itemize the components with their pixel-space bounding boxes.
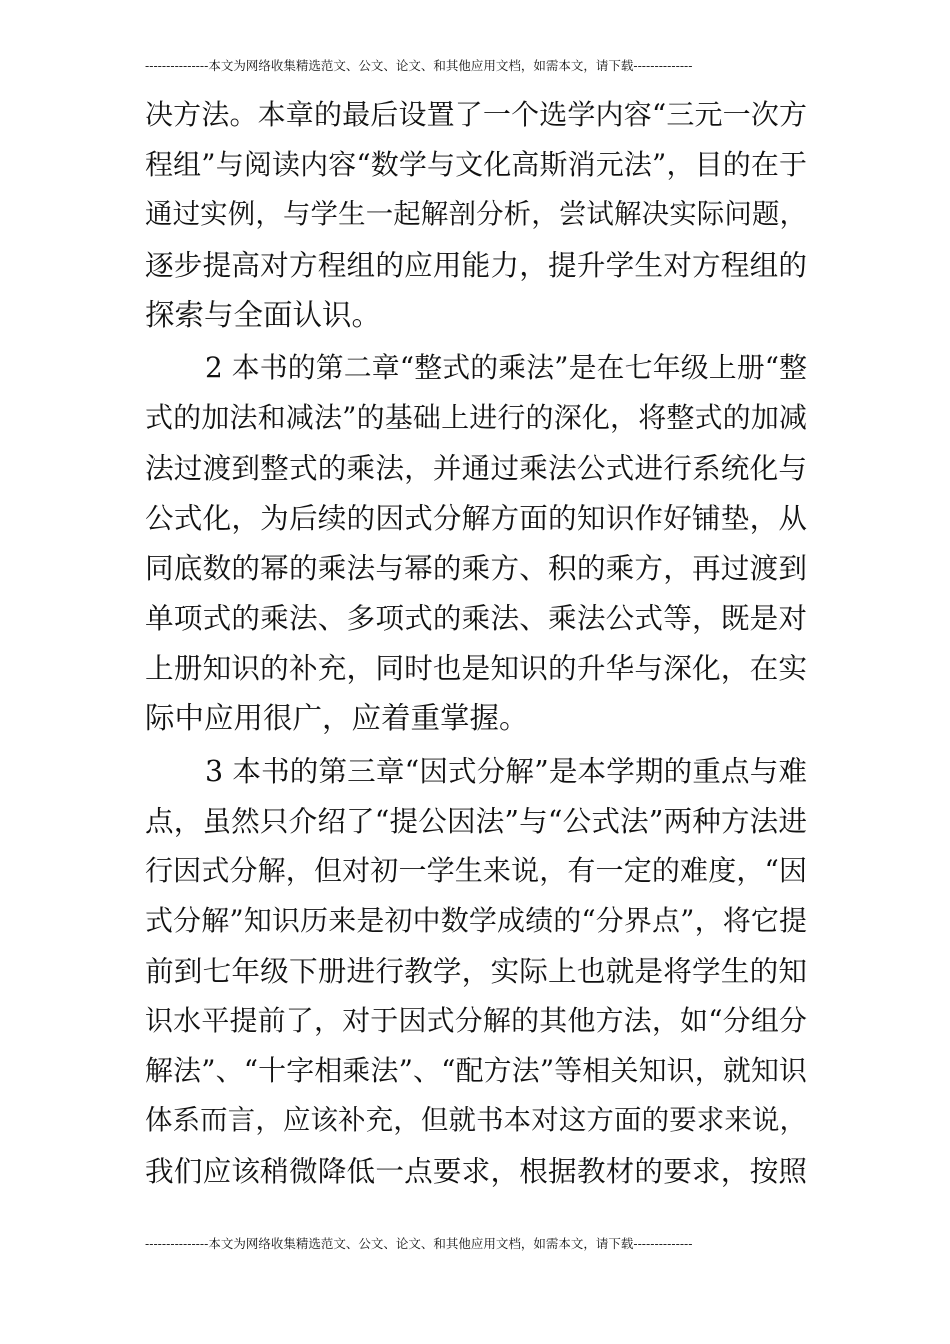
text-line: 行因式分解，但对初一学生来说，有一定的难度，“因 bbox=[145, 854, 807, 887]
page-header: ---------------本文为网络收集精选范文、公文、论文、和其他应用文档，如需本文，请下载-------------- bbox=[145, 58, 693, 73]
text-line: 2 本书的第二章“整式的乘法”是在七年级上册“整 bbox=[205, 351, 807, 384]
body-text bbox=[145, 90, 807, 1196]
text-line: 点，虽然只介绍了“提公因法”与“公式法”两种方法进 bbox=[145, 804, 807, 838]
paragraph-3 bbox=[145, 746, 807, 1196]
text-line: 通过实例，与学生一起解剖分析，尝试解决实际问题， bbox=[145, 199, 807, 230]
text-line: 际中应用很广，应着重掌握。 bbox=[145, 701, 529, 735]
paragraph-1 bbox=[145, 90, 807, 340]
text-line: 同底数的幂的乘法与幂的乘方、积的乘方，再过渡到 bbox=[145, 551, 807, 585]
text-line: 体系而言，应该补充，但就书本对这方面的要求来说， bbox=[145, 1105, 807, 1136]
text-line: 解法”、“十字相乘法”、“配方法”等相关知识，就知识 bbox=[145, 1054, 807, 1087]
text-line: 程组”与阅读内容“数学与文化高斯消元法”，目的在于 bbox=[145, 148, 807, 181]
text-line: 上册知识的补充，同时也是知识的升华与深化，在实 bbox=[145, 651, 807, 685]
text-line: 法过渡到整式的乘法，并通过乘法公式进行系统化与 bbox=[145, 451, 807, 485]
text-line: 3 本书的第三章“因式分解”是本学期的重点与难 bbox=[205, 754, 807, 788]
text-line: 我们应该稍微降低一点要求，根据教材的要求，按照 bbox=[145, 1154, 807, 1188]
text-line: 公式化，为后续的因式分解方面的知识作好铺垫，从 bbox=[145, 501, 807, 535]
text-line: 探索与全面认识。 bbox=[145, 298, 382, 332]
text-line: 识水平提前了，对于因式分解的其他方法，如“分组分 bbox=[145, 1004, 807, 1037]
text-line: 决方法。本章的最后设置了一个选学内容“三元一次方 bbox=[145, 98, 807, 131]
paragraph-2 bbox=[145, 343, 807, 743]
text-line: 单项式的乘法、多项式的乘法、乘法公式等，既是对 bbox=[145, 601, 807, 635]
text-line: 前到七年级下册进行教学，实际上也就是将学生的知 bbox=[145, 954, 807, 988]
text-line: 式分解”知识历来是初中数学成绩的“分界点”，将它提 bbox=[145, 904, 807, 937]
text-line: 式的加法和减法”的基础上进行的深化，将整式的加减 bbox=[145, 401, 807, 434]
page-footer: ---------------本文为网络收集精选范文、公文、论文、和其他应用文档，如需本文，请下载-------------- bbox=[145, 1236, 693, 1251]
text-line: 逐步提高对方程组的应用能力，提升学生对方程组的 bbox=[145, 248, 807, 282]
